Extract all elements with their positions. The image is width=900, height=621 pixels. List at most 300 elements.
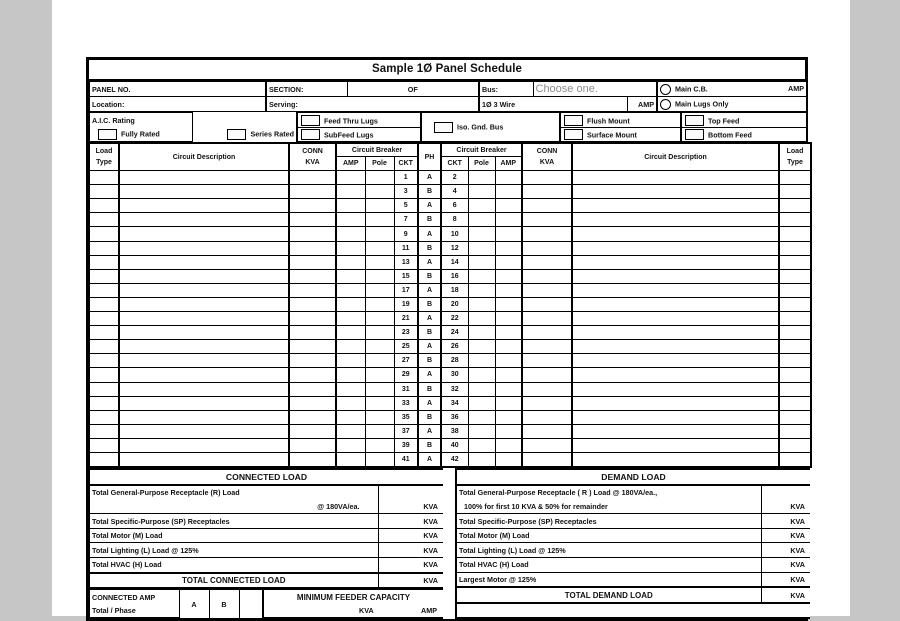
cell-load-type-right[interactable] [779,199,811,213]
cell-description-right[interactable] [572,326,779,340]
cell-load-type-right[interactable] [779,241,811,255]
bottom-feed-option[interactable]: Bottom Feed [682,128,806,141]
cell-conn-kva-left[interactable] [289,382,336,396]
cell-description-left[interactable] [119,297,289,311]
cell-load-type-left[interactable] [89,185,119,199]
cell-load-type-right[interactable] [779,185,811,199]
cell-amp-right[interactable] [495,255,522,269]
cell-description-left[interactable] [119,368,289,382]
cell-amp-left[interactable] [336,312,365,326]
cell-ckt-even[interactable]: 14 [441,255,468,269]
cell-description-right[interactable] [572,382,779,396]
cell-amp-right[interactable] [495,185,522,199]
cell-pole-left[interactable] [365,283,394,297]
cell-conn-kva-right[interactable] [522,424,572,438]
cell-load-type-left[interactable] [89,424,119,438]
cell-pole-right[interactable] [468,213,495,227]
cell-amp-right[interactable] [495,452,522,467]
table-row [89,227,811,241]
dl-total-unit: KVA [761,587,810,603]
cell-amp-right[interactable] [495,396,522,410]
cell-pole-left[interactable] [365,382,394,396]
cell-amp-right[interactable] [495,354,522,368]
cell-amp-left[interactable] [336,199,365,213]
cell-conn-kva-left[interactable] [289,255,336,269]
cell-conn-kva-right[interactable] [522,297,572,311]
cell-load-type-left[interactable] [89,213,119,227]
cell-pole-left[interactable] [365,312,394,326]
cell-ckt-odd[interactable]: 31 [394,382,418,396]
location-field[interactable]: Location: [89,97,266,112]
cell-amp-right[interactable] [495,382,522,396]
cell-pole-left[interactable] [365,185,394,199]
feed-thru-lugs-checkbox[interactable] [301,115,320,126]
cell-ckt-even[interactable]: 26 [441,340,468,354]
cell-ckt-odd[interactable]: 35 [394,410,418,424]
cell-description-right[interactable] [572,368,779,382]
cell-pole-right[interactable] [468,185,495,199]
cell-pole-right[interactable] [468,368,495,382]
cell-ph: A [418,452,441,467]
cell-description-left[interactable] [119,382,289,396]
cell-description-left[interactable] [119,410,289,424]
cell-load-type-right[interactable] [779,213,811,227]
cell-description-left[interactable] [119,424,289,438]
cell-load-type-right[interactable] [779,438,811,452]
panel-schedule-form [86,57,808,621]
document-page [52,0,850,616]
cell-load-type-left[interactable] [89,396,119,410]
cell-description-right[interactable] [572,396,779,410]
cell-pole-right[interactable] [468,269,495,283]
demand-load-row-r [456,485,810,500]
connected-load-row-m [89,528,443,543]
cl-unit-1: KVA [378,514,443,529]
cell-ckt-even[interactable]: 6 [441,199,468,213]
cell-amp-left[interactable] [336,396,365,410]
surface-mount-checkbox[interactable] [564,129,583,140]
cell-load-type-left[interactable] [89,438,119,452]
cell-conn-kva-left[interactable] [289,354,336,368]
cell-amp-right[interactable] [495,326,522,340]
fully-rated-checkbox[interactable] [98,129,117,140]
cell-ckt-even[interactable]: 30 [441,368,468,382]
cell-description-right[interactable] [572,171,779,185]
cell-pole-left[interactable] [365,297,394,311]
panel-no-field[interactable]: PANEL NO. [89,82,266,97]
cell-description-right[interactable] [572,354,779,368]
top-feed-option[interactable]: Top Feed [682,114,806,128]
cell-load-type-right[interactable] [779,424,811,438]
cell-conn-kva-left[interactable] [289,269,336,283]
cell-conn-kva-right[interactable] [522,326,572,340]
cell-amp-left[interactable] [336,227,365,241]
subfeed-lugs-option[interactable]: SubFeed Lugs [298,128,420,141]
cell-pole-left[interactable] [365,340,394,354]
bottom-feed-checkbox[interactable] [685,129,704,140]
cell-amp-left[interactable] [336,213,365,227]
cell-pole-left[interactable] [365,326,394,340]
cell-pole-right[interactable] [468,382,495,396]
cell-pole-left[interactable] [365,241,394,255]
cell-ckt-odd[interactable]: 19 [394,297,418,311]
cell-pole-right[interactable] [468,452,495,467]
cell-conn-kva-left[interactable] [289,185,336,199]
cell-amp-right[interactable] [495,410,522,424]
cell-pole-left[interactable] [365,227,394,241]
cell-description-right[interactable] [572,438,779,452]
cell-conn-kva-right[interactable] [522,410,572,424]
cell-description-right[interactable] [572,340,779,354]
cell-conn-kva-right[interactable] [522,185,572,199]
cell-conn-kva-left[interactable] [289,340,336,354]
cell-ckt-even[interactable]: 28 [441,354,468,368]
cell-description-left[interactable] [119,396,289,410]
cell-conn-kva-right[interactable] [522,312,572,326]
cell-load-type-left[interactable] [89,452,119,467]
cell-ckt-odd[interactable]: 9 [394,227,418,241]
cl-unit-3: KVA [378,543,443,558]
phase-b-cell[interactable]: B [209,590,239,619]
cell-load-type-left[interactable] [89,354,119,368]
flush-mount-option[interactable]: Flush Mount [561,114,680,128]
cell-conn-kva-left[interactable] [289,213,336,227]
cell-pole-right[interactable] [468,438,495,452]
cell-pole-right[interactable] [468,396,495,410]
cell-amp-right[interactable] [495,283,522,297]
cell-ckt-odd[interactable]: 15 [394,269,418,283]
cell-pole-left[interactable] [365,438,394,452]
cell-description-left[interactable] [119,283,289,297]
serving-field[interactable]: Serving: [266,97,479,112]
cell-pole-left[interactable] [365,396,394,410]
cell-ckt-even[interactable]: 24 [441,326,468,340]
cell-description-right[interactable] [572,199,779,213]
cell-amp-left[interactable] [336,283,365,297]
cell-amp-right[interactable] [495,227,522,241]
cell-ckt-even[interactable]: 38 [441,424,468,438]
cell-amp-left[interactable] [336,171,365,185]
iso-gnd-bus-option[interactable]: Iso. Gnd. Bus [421,113,560,142]
cell-ckt-odd[interactable]: 23 [394,326,418,340]
cell-ckt-odd[interactable]: 29 [394,368,418,382]
cell-ph: A [418,199,441,213]
cell-conn-kva-left[interactable] [289,241,336,255]
iso-gnd-bus-checkbox[interactable] [434,122,453,133]
cell-amp-right[interactable] [495,312,522,326]
cell-ckt-odd[interactable]: 5 [394,199,418,213]
main-cb-option[interactable]: Main C.B. AMP [657,82,807,97]
cell-pole-left[interactable] [365,255,394,269]
cell-ckt-even[interactable]: 12 [441,241,468,255]
cell-ckt-odd[interactable]: 17 [394,283,418,297]
cell-load-type-left[interactable] [89,171,119,185]
cell-load-type-right[interactable] [779,227,811,241]
cell-ckt-even[interactable]: 32 [441,382,468,396]
cell-load-type-left[interactable] [89,255,119,269]
cell-ph: B [418,297,441,311]
series-rated-checkbox[interactable] [227,129,246,140]
cell-load-type-left[interactable] [89,227,119,241]
cell-description-right[interactable] [572,283,779,297]
cell-description-left[interactable] [119,171,289,185]
cell-description-left[interactable] [119,452,289,467]
cell-ckt-odd[interactable]: 37 [394,424,418,438]
cell-ckt-even[interactable]: 2 [441,171,468,185]
cell-amp-right[interactable] [495,424,522,438]
cell-pole-left[interactable] [365,410,394,424]
cell-conn-kva-left[interactable] [289,199,336,213]
cell-load-type-left[interactable] [89,340,119,354]
cell-description-left[interactable] [119,340,289,354]
cell-amp-right[interactable] [495,171,522,185]
cell-amp-right[interactable] [495,368,522,382]
flush-mount-checkbox[interactable] [564,115,583,126]
cell-pole-right[interactable] [468,326,495,340]
cell-amp-right[interactable] [495,438,522,452]
cell-load-type-left[interactable] [89,410,119,424]
cell-load-type-left[interactable] [89,241,119,255]
cell-ckt-odd[interactable]: 27 [394,354,418,368]
cell-description-right[interactable] [572,424,779,438]
cell-ckt-even[interactable]: 4 [441,185,468,199]
cell-description-right[interactable] [572,297,779,311]
cell-description-right[interactable] [572,269,779,283]
cell-conn-kva-left[interactable] [289,410,336,424]
cell-conn-kva-right[interactable] [522,438,572,452]
cell-conn-kva-left[interactable] [289,438,336,452]
cell-pole-right[interactable] [468,227,495,241]
cell-load-type-right[interactable] [779,312,811,326]
min-feeder-units [263,604,443,619]
cell-conn-kva-right[interactable] [522,368,572,382]
cell-load-type-right[interactable] [779,396,811,410]
cell-description-right[interactable] [572,312,779,326]
cell-description-left[interactable] [119,312,289,326]
cell-conn-kva-right[interactable] [522,452,572,467]
cell-description-left[interactable] [119,185,289,199]
cell-pole-right[interactable] [468,283,495,297]
bus-label: Bus: [479,82,533,97]
cell-load-type-right[interactable] [779,255,811,269]
main-lugs-option[interactable]: Main Lugs Only [657,97,807,112]
cell-amp-right[interactable] [495,269,522,283]
cell-load-type-left[interactable] [89,382,119,396]
cell-ckt-odd[interactable]: 7 [394,213,418,227]
cell-description-left[interactable] [119,438,289,452]
cell-pole-right[interactable] [468,255,495,269]
cell-load-type-left[interactable] [89,297,119,311]
cell-pole-right[interactable] [468,171,495,185]
cell-pole-left[interactable] [365,452,394,467]
cell-ckt-odd[interactable]: 25 [394,340,418,354]
cell-amp-right[interactable] [495,297,522,311]
cell-load-type-right[interactable] [779,340,811,354]
cell-conn-kva-left[interactable] [289,368,336,382]
cell-load-type-left[interactable] [89,199,119,213]
cell-conn-kva-left[interactable] [289,424,336,438]
feed-thru-lugs-option[interactable]: Feed Thru Lugs [298,114,420,128]
cell-conn-kva-right[interactable] [522,241,572,255]
cell-conn-kva-left[interactable] [289,283,336,297]
cell-description-right[interactable] [572,227,779,241]
cell-amp-right[interactable] [495,340,522,354]
cell-ckt-odd[interactable]: 21 [394,312,418,326]
cell-conn-kva-right[interactable] [522,340,572,354]
cell-load-type-right[interactable] [779,452,811,467]
cell-amp-left[interactable] [336,354,365,368]
surface-mount-option[interactable]: Surface Mount [561,128,680,141]
cell-amp-left[interactable] [336,410,365,424]
cell-pole-right[interactable] [468,297,495,311]
cell-conn-kva-left[interactable] [289,227,336,241]
cell-amp-left[interactable] [336,326,365,340]
title-table [88,59,806,81]
col-pole-left: Pole [365,157,394,171]
cell-conn-kva-right[interactable] [522,396,572,410]
cell-load-type-left[interactable] [89,326,119,340]
cell-conn-kva-left[interactable] [289,452,336,467]
cell-amp-left[interactable] [336,438,365,452]
cell-conn-kva-right[interactable] [522,199,572,213]
cell-amp-right[interactable] [495,199,522,213]
cell-pole-left[interactable] [365,213,394,227]
cell-pole-right[interactable] [468,340,495,354]
cell-description-right[interactable] [572,255,779,269]
cell-ckt-odd[interactable]: 11 [394,241,418,255]
cell-description-left[interactable] [119,269,289,283]
cell-load-type-right[interactable] [779,382,811,396]
cell-ckt-even[interactable]: 22 [441,312,468,326]
cell-ckt-even[interactable]: 42 [441,452,468,467]
cell-conn-kva-right[interactable] [522,171,572,185]
cell-pole-right[interactable] [468,199,495,213]
cell-description-left[interactable] [119,354,289,368]
cell-conn-kva-right[interactable] [522,354,572,368]
cell-amp-right[interactable] [495,213,522,227]
cell-amp-left[interactable] [336,452,365,467]
cell-ckt-odd[interactable]: 1 [394,171,418,185]
cell-conn-kva-right[interactable] [522,227,572,241]
table-row [89,312,811,326]
cell-amp-left[interactable] [336,241,365,255]
cell-amp-left[interactable] [336,269,365,283]
cell-amp-left[interactable] [336,185,365,199]
cell-ckt-even[interactable]: 36 [441,410,468,424]
cell-ckt-even[interactable]: 8 [441,213,468,227]
cell-load-type-left[interactable] [89,368,119,382]
cell-description-left[interactable] [119,326,289,340]
cell-pole-right[interactable] [468,241,495,255]
main-cb-radio[interactable] [660,84,671,95]
cell-pole-left[interactable] [365,269,394,283]
cell-description-right[interactable] [572,410,779,424]
cell-ckt-even[interactable]: 40 [441,438,468,452]
cell-ckt-even[interactable]: 18 [441,283,468,297]
cell-amp-left[interactable] [336,368,365,382]
cell-conn-kva-left[interactable] [289,326,336,340]
cell-pole-right[interactable] [468,424,495,438]
cell-description-right[interactable] [572,213,779,227]
cell-ckt-odd[interactable]: 33 [394,396,418,410]
cell-description-right[interactable] [572,185,779,199]
cell-conn-kva-right[interactable] [522,283,572,297]
cell-description-right[interactable] [572,452,779,467]
cell-ckt-odd[interactable]: 3 [394,185,418,199]
cell-ckt-odd[interactable]: 13 [394,255,418,269]
table-row [89,297,811,311]
cell-amp-left[interactable] [336,340,365,354]
series-rated-option[interactable]: Series Rated [192,127,297,142]
cell-description-left[interactable] [119,227,289,241]
table-row [89,452,811,467]
cell-ckt-odd[interactable]: 39 [394,438,418,452]
cell-load-type-right[interactable] [779,171,811,185]
cell-load-type-left[interactable] [89,269,119,283]
cell-ckt-even[interactable]: 10 [441,227,468,241]
phase-blank-cell[interactable] [239,590,263,619]
cell-conn-kva-left[interactable] [289,312,336,326]
cell-load-type-right[interactable] [779,297,811,311]
cell-amp-left[interactable] [336,255,365,269]
subfeed-lugs-checkbox[interactable] [301,129,320,140]
fully-rated-option[interactable]: Fully Rated [89,127,192,142]
cell-conn-kva-left[interactable] [289,297,336,311]
cell-pole-left[interactable] [365,199,394,213]
cell-pole-left[interactable] [365,368,394,382]
cell-description-left[interactable] [119,255,289,269]
cell-load-type-right[interactable] [779,410,811,424]
cell-pole-left[interactable] [365,424,394,438]
cell-ckt-even[interactable]: 20 [441,297,468,311]
cell-description-left[interactable] [119,241,289,255]
cell-description-right[interactable] [572,241,779,255]
cell-conn-kva-left[interactable] [289,171,336,185]
cell-description-left[interactable] [119,199,289,213]
cell-description-left[interactable] [119,213,289,227]
cell-load-type-right[interactable] [779,326,811,340]
cell-amp-left[interactable] [336,297,365,311]
cell-ckt-even[interactable]: 16 [441,269,468,283]
cell-load-type-right[interactable] [779,368,811,382]
cell-load-type-left[interactable] [89,312,119,326]
cell-load-type-right[interactable] [779,354,811,368]
cell-amp-left[interactable] [336,424,365,438]
cell-load-type-right[interactable] [779,283,811,297]
cell-conn-kva-right[interactable] [522,269,572,283]
cell-load-type-right[interactable] [779,269,811,283]
cell-pole-right[interactable] [468,354,495,368]
phase-a-cell[interactable]: A [179,590,209,619]
cell-pole-left[interactable] [365,171,394,185]
main-lugs-radio[interactable] [660,99,671,110]
cell-load-type-left[interactable] [89,283,119,297]
cell-pole-right[interactable] [468,312,495,326]
cell-conn-kva-right[interactable] [522,382,572,396]
cell-conn-kva-right[interactable] [522,255,572,269]
cell-pole-right[interactable] [468,410,495,424]
dl-sub-0: 100% for first 10 KVA & 50% for remainder [456,500,761,514]
top-feed-checkbox[interactable] [685,115,704,126]
cell-pole-left[interactable] [365,354,394,368]
cell-ckt-odd[interactable]: 41 [394,452,418,467]
bus-value[interactable]: Choose one. [533,82,657,97]
cell-amp-right[interactable] [495,241,522,255]
cell-ckt-even[interactable]: 34 [441,396,468,410]
cell-conn-kva-left[interactable] [289,396,336,410]
cell-amp-left[interactable] [336,382,365,396]
cell-conn-kva-right[interactable] [522,213,572,227]
